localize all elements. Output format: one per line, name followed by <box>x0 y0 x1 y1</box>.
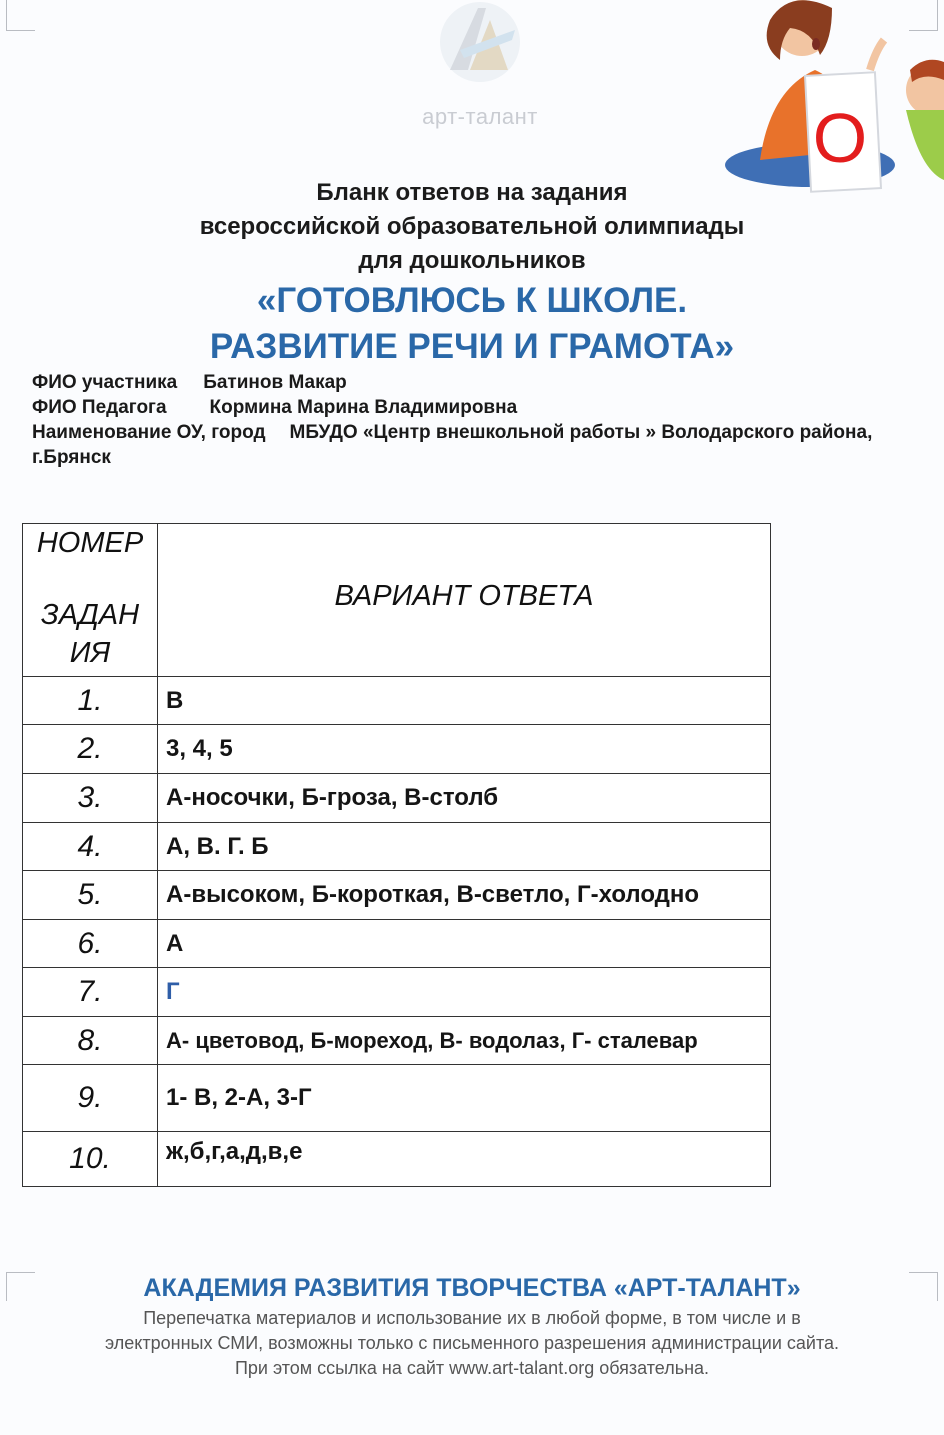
task-number: 3. <box>23 774 158 823</box>
art-talant-logo-icon <box>430 0 530 90</box>
participant-row <box>32 370 922 395</box>
header-line-3: для дошкольников <box>358 247 586 274</box>
task-number: 5. <box>23 871 158 920</box>
table-row <box>23 1132 771 1187</box>
task-number: 10. <box>23 1132 158 1187</box>
task-answer: 3, 4, 5 <box>158 725 771 774</box>
footer-line-2: электронных СМИ, возможны только с письменного разрешения администрации сайта. <box>104 1333 840 1353</box>
table-row <box>23 677 771 725</box>
task-answer: А- цветовод, Б-мореход, В- водолаз, Г- сталевар <box>158 1017 771 1065</box>
task-answer: В <box>158 677 771 725</box>
teacher-value: Кормина Марина Владимировна <box>209 397 518 418</box>
task-number: 6. <box>23 920 158 968</box>
header-task-number <box>23 524 158 677</box>
logo-text: арт-талант <box>422 104 538 129</box>
footer-line-3: При этом ссылка на сайт www.art-talant.org обязательна. <box>234 1358 710 1378</box>
teacher-with-letter-card-icon <box>720 0 944 200</box>
task-number: 7. <box>23 968 158 1017</box>
olympiad-title-2: РАЗВИТИЕ РЕЧИ И ГРАМОТА» <box>209 327 735 366</box>
task-number: 4. <box>23 823 158 871</box>
table-row <box>23 968 771 1017</box>
table-header-row <box>23 524 771 677</box>
header-line-2: всероссийской образовательной олимпиады <box>199 213 745 240</box>
organization-value: МБУДО «Центр внешкольной работы » Володарского района, <box>289 422 873 443</box>
header-num-line-1: НОМЕР <box>36 527 144 559</box>
footer-title: АКАДЕМИЯ РАЗВИТИЯ ТВОРЧЕСТВА «АРТ-ТАЛАНТ» <box>143 1274 801 1302</box>
teacher-row <box>32 395 922 420</box>
form-header <box>0 176 944 370</box>
card-letter: О <box>812 99 868 177</box>
header-line-1: Бланк ответов на задания <box>316 179 628 206</box>
header-num-line-3: ИЯ <box>69 637 111 669</box>
footer <box>0 1272 944 1381</box>
organization-city: г.Брянск <box>32 447 111 468</box>
task-answer: А-высоком, Б-короткая, В-светло, Г-холодно <box>158 871 771 920</box>
task-number: 8. <box>23 1017 158 1065</box>
table-row <box>23 823 771 871</box>
footer-notice <box>0 1306 944 1381</box>
participant-value: Батинов Макар <box>203 372 347 393</box>
task-answer: Г <box>158 968 771 1017</box>
task-number: 1. <box>23 677 158 725</box>
footer-line-1: Перепечатка материалов и использование их в любой форме, в том числе и в <box>143 1308 801 1328</box>
teacher-label: ФИО Педагога <box>32 397 167 418</box>
organization-label: Наименование ОУ, город <box>32 422 266 443</box>
task-answer: ж,б,г,а,д,в,е <box>158 1132 771 1187</box>
participant-info <box>32 370 922 470</box>
table-row <box>23 1065 771 1132</box>
table-row <box>23 871 771 920</box>
task-answer: А, В. Г. Б <box>158 823 771 871</box>
header-answer: ВАРИАНТ ОТВЕТА <box>158 524 771 677</box>
answers-table <box>22 523 771 1187</box>
task-answer: А <box>158 920 771 968</box>
task-answer: 1- В, 2-А, 3-Г <box>158 1065 771 1132</box>
table-row <box>23 920 771 968</box>
crop-mark-top-left <box>6 0 35 31</box>
table-row <box>23 774 771 823</box>
task-answer: А-носочки, Б-гроза, В-столб <box>158 774 771 823</box>
art-talant-logo <box>410 0 550 132</box>
participant-label: ФИО участника <box>32 372 178 393</box>
task-number: 2. <box>23 725 158 774</box>
task-number: 9. <box>23 1065 158 1132</box>
header-num-line-2: ЗАДАН <box>40 599 140 631</box>
table-row <box>23 725 771 774</box>
table-row <box>23 1017 771 1065</box>
organization-row <box>32 420 922 445</box>
olympiad-title-1: «ГОТОВЛЮСЬ К ШКОЛЕ. <box>256 281 688 320</box>
